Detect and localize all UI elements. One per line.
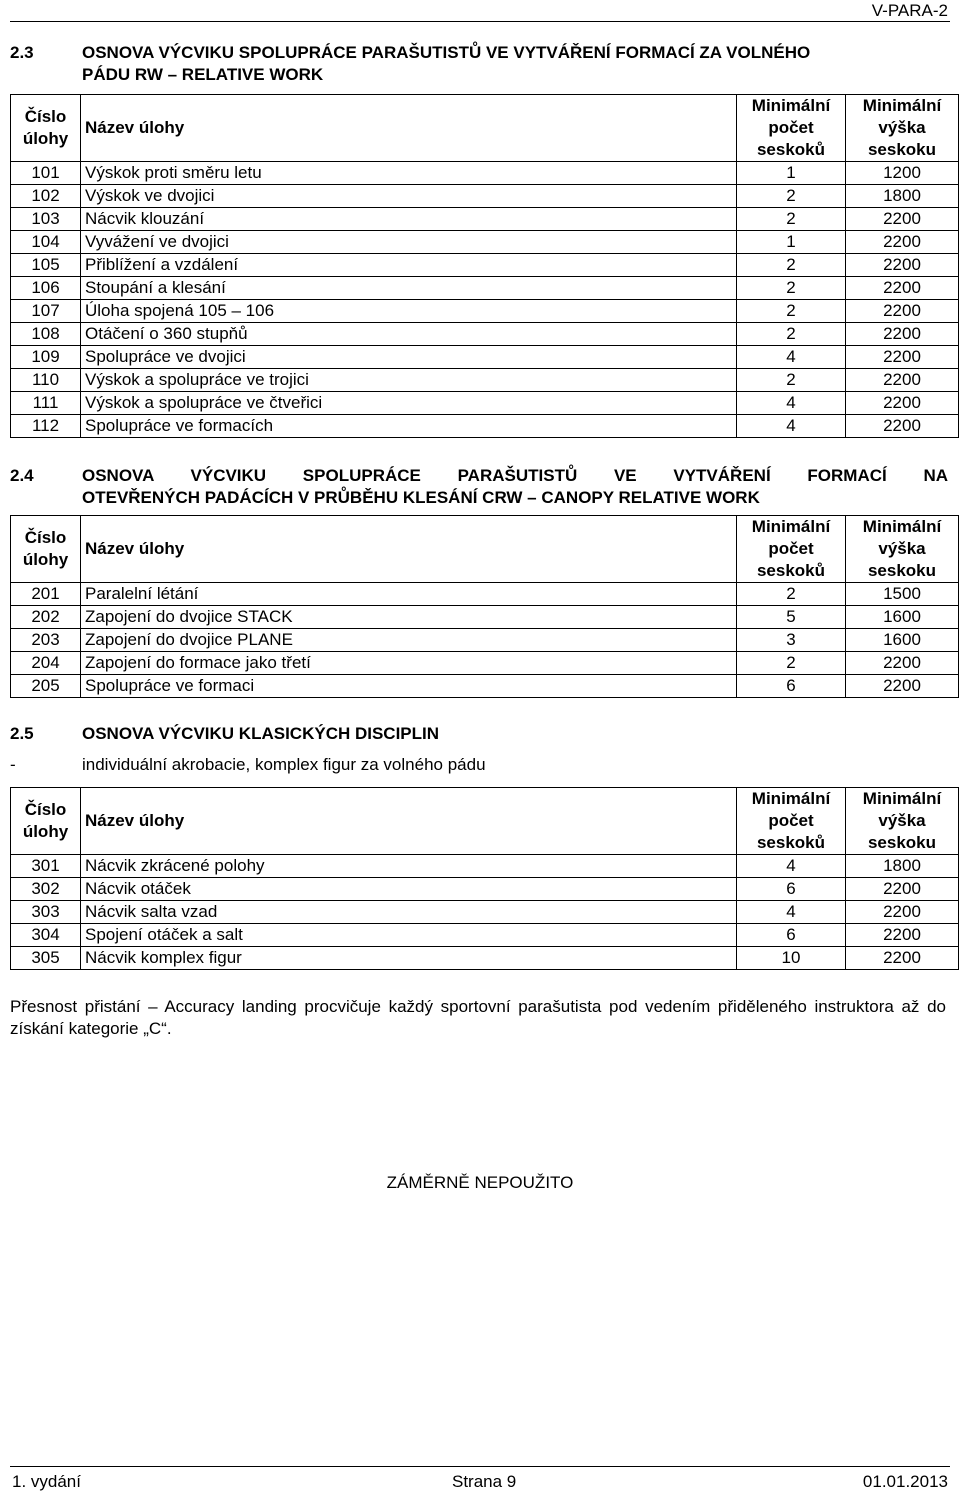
min-jumps: 2 <box>737 583 846 606</box>
task-name: Vyvážení ve dvojici <box>81 231 737 254</box>
intentionally-unused-note: ZÁMĚRNĚ NEPOUŽITO <box>386 1173 574 1192</box>
min-altitude: 1600 <box>846 606 959 629</box>
section-2-4-title <box>10 465 948 509</box>
min-altitude: 1800 <box>846 855 959 878</box>
min-jumps: 3 <box>737 629 846 652</box>
task-table-crw <box>10 515 959 698</box>
task-table-classic <box>10 787 959 970</box>
min-jumps: 2 <box>737 185 846 208</box>
task-number: 303 <box>11 901 81 924</box>
min-altitude: 2200 <box>846 369 959 392</box>
section-title-line1: OSNOVA VÝCVIKU SPOLUPRÁCE PARAŠUTISTŮ VE VYTVÁŘENÍ FORMACÍ NA <box>82 466 948 485</box>
min-jumps: 2 <box>737 277 846 300</box>
min-jumps: 5 <box>737 606 846 629</box>
header-task-number: Číslo úlohy <box>11 95 81 162</box>
footer-page: Strana 9 <box>452 1472 517 1491</box>
task-name: Spolupráce ve formacích <box>81 415 737 438</box>
task-number: 104 <box>11 231 81 254</box>
task-name: Výskok proti směru letu <box>81 162 737 185</box>
section-number: 2.4 <box>10 466 34 485</box>
task-name: Zapojení do formace jako třetí <box>81 652 737 675</box>
task-number: 202 <box>11 606 81 629</box>
min-altitude: 2200 <box>846 323 959 346</box>
header-min-jumps: Minimální počet seskoků <box>737 788 846 855</box>
table-row <box>11 392 959 415</box>
task-number: 302 <box>11 878 81 901</box>
task-number: 108 <box>11 323 81 346</box>
header-rule <box>10 21 950 22</box>
task-name: Zapojení do dvojice PLANE <box>81 629 737 652</box>
table-row <box>11 415 959 438</box>
table-row <box>11 231 959 254</box>
table-row <box>11 346 959 369</box>
min-altitude: 2200 <box>846 392 959 415</box>
min-altitude: 2200 <box>846 231 959 254</box>
task-name: Spolupráce ve dvojici <box>81 346 737 369</box>
task-table-rw <box>10 94 959 438</box>
min-altitude: 2200 <box>846 300 959 323</box>
header-min-jumps: Minimální počet seskoků <box>737 95 846 162</box>
task-name: Přiblížení a vzdálení <box>81 254 737 277</box>
table-row <box>11 277 959 300</box>
table-header-row <box>11 95 959 162</box>
min-jumps: 2 <box>737 652 846 675</box>
task-name: Nácvik salta vzad <box>81 901 737 924</box>
table-row <box>11 254 959 277</box>
min-jumps: 4 <box>737 901 846 924</box>
min-jumps: 10 <box>737 947 846 970</box>
table-row <box>11 185 959 208</box>
min-altitude: 1500 <box>846 583 959 606</box>
table-row <box>11 369 959 392</box>
section-title-line2: OTEVŘENÝCH PADÁCÍCH V PRŮBĚHU KLESÁNÍ CRW – CANOPY RELATIVE WORK <box>82 488 760 507</box>
section-title-line1: OSNOVA VÝCVIKU SPOLUPRÁCE PARAŠUTISTŮ VE VYTVÁŘENÍ FORMACÍ ZA VOLNÉHO <box>82 43 811 62</box>
min-jumps: 2 <box>737 300 846 323</box>
task-name: Stoupání a klesání <box>81 277 737 300</box>
min-altitude: 2200 <box>846 878 959 901</box>
min-jumps: 4 <box>737 855 846 878</box>
footer-date: 01.01.2013 <box>862 1472 948 1491</box>
task-name: Nácvik zkrácené polohy <box>81 855 737 878</box>
header-min-altitude: Minimální výška seskoku <box>846 95 959 162</box>
table-row <box>11 629 959 652</box>
section-title-line2: PÁDU RW – RELATIVE WORK <box>82 65 324 84</box>
section-number: 2.3 <box>10 43 34 62</box>
header-min-jumps: Minimální počet seskoků <box>737 516 846 583</box>
table-row <box>11 300 959 323</box>
header-task-name: Název úlohy <box>81 516 737 583</box>
table-header-row <box>11 516 959 583</box>
task-number: 105 <box>11 254 81 277</box>
min-jumps: 2 <box>737 369 846 392</box>
accuracy-landing-paragraph: Přesnost přistání – Accuracy landing procvičuje každý sportovní parašutista pod vedením přiděleného instruktora až do získání kategorie „C“. <box>10 997 946 1038</box>
section-2-5-title <box>10 723 948 745</box>
task-name: Úloha spojená 105 – 106 <box>81 300 737 323</box>
task-name: Zapojení do dvojice STACK <box>81 606 737 629</box>
header-task-name: Název úlohy <box>81 95 737 162</box>
table-row <box>11 675 959 698</box>
section-title: OSNOVA VÝCVIKU KLASICKÝCH DISCIPLIN <box>82 724 440 743</box>
task-number: 305 <box>11 947 81 970</box>
task-number: 107 <box>11 300 81 323</box>
task-number: 205 <box>11 675 81 698</box>
min-altitude: 2200 <box>846 675 959 698</box>
task-name: Paralelní létání <box>81 583 737 606</box>
min-jumps: 1 <box>737 231 846 254</box>
min-jumps: 6 <box>737 924 846 947</box>
footer-edition: 1. vydání <box>12 1472 81 1491</box>
table-row <box>11 323 959 346</box>
task-number: 301 <box>11 855 81 878</box>
table-row <box>11 878 959 901</box>
table-row <box>11 162 959 185</box>
task-name: Spolupráce ve formaci <box>81 675 737 698</box>
bullet-text: individuální akrobacie, komplex figur za volného pádu <box>82 755 486 774</box>
task-name: Spojení otáček a salt <box>81 924 737 947</box>
task-number: 101 <box>11 162 81 185</box>
task-name: Výskok a spolupráce ve trojici <box>81 369 737 392</box>
task-name: Výskok ve dvojici <box>81 185 737 208</box>
min-jumps: 4 <box>737 415 846 438</box>
section-2-3-title <box>10 42 948 86</box>
section-number: 2.5 <box>10 724 34 743</box>
task-name: Výskok a spolupráce ve čtveřici <box>81 392 737 415</box>
task-number: 204 <box>11 652 81 675</box>
table-row <box>11 208 959 231</box>
document-id: V-PARA-2 <box>871 1 948 20</box>
task-number: 103 <box>11 208 81 231</box>
task-number: 102 <box>11 185 81 208</box>
min-altitude: 2200 <box>846 346 959 369</box>
header-task-number: Číslo úlohy <box>11 516 81 583</box>
task-name: Nácvik otáček <box>81 878 737 901</box>
min-jumps: 4 <box>737 392 846 415</box>
table-row <box>11 652 959 675</box>
task-name: Nácvik klouzání <box>81 208 737 231</box>
min-altitude: 1800 <box>846 185 959 208</box>
min-altitude: 2200 <box>846 415 959 438</box>
task-number: 111 <box>11 392 81 415</box>
min-altitude: 2200 <box>846 947 959 970</box>
bullet-dash: - <box>10 755 16 774</box>
header-min-altitude: Minimální výška seskoku <box>846 516 959 583</box>
header-task-number: Číslo úlohy <box>11 788 81 855</box>
min-altitude: 2200 <box>846 208 959 231</box>
table-row <box>11 924 959 947</box>
min-jumps: 4 <box>737 346 846 369</box>
min-altitude: 1200 <box>846 162 959 185</box>
task-number: 112 <box>11 415 81 438</box>
min-jumps: 6 <box>737 675 846 698</box>
task-name: Nácvik komplex figur <box>81 947 737 970</box>
table-row <box>11 583 959 606</box>
min-jumps: 2 <box>737 208 846 231</box>
task-number: 304 <box>11 924 81 947</box>
header-task-name: Název úlohy <box>81 788 737 855</box>
table-row <box>11 947 959 970</box>
min-jumps: 1 <box>737 162 846 185</box>
min-jumps: 2 <box>737 323 846 346</box>
min-altitude: 2200 <box>846 901 959 924</box>
table-row <box>11 606 959 629</box>
task-number: 106 <box>11 277 81 300</box>
footer-rule <box>10 1466 950 1467</box>
min-altitude: 2200 <box>846 652 959 675</box>
table-row <box>11 855 959 878</box>
table-row <box>11 901 959 924</box>
header-min-altitude: Minimální výška seskoku <box>846 788 959 855</box>
task-number: 109 <box>11 346 81 369</box>
task-number: 201 <box>11 583 81 606</box>
min-altitude: 2200 <box>846 924 959 947</box>
min-jumps: 2 <box>737 254 846 277</box>
task-number: 203 <box>11 629 81 652</box>
task-number: 110 <box>11 369 81 392</box>
min-altitude: 2200 <box>846 277 959 300</box>
min-jumps: 6 <box>737 878 846 901</box>
min-altitude: 2200 <box>846 254 959 277</box>
min-altitude: 1600 <box>846 629 959 652</box>
task-name: Otáčení o 360 stupňů <box>81 323 737 346</box>
table-header-row <box>11 788 959 855</box>
